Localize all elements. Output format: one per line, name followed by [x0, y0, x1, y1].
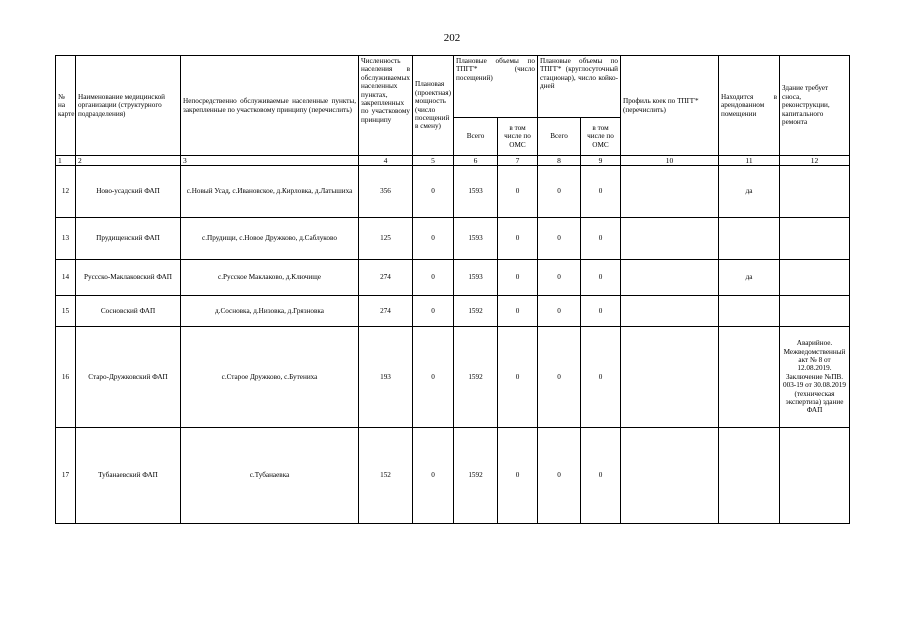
- column-number: 11: [719, 156, 780, 166]
- organization-name: Ново-усадский ФАП: [76, 166, 181, 218]
- column-number: 6: [454, 156, 498, 166]
- bed-profile: [621, 260, 719, 296]
- beds-oms: 0: [581, 296, 621, 327]
- table-row: [56, 428, 850, 524]
- rented: [719, 296, 780, 327]
- building-condition: Аварийное. Межведомственный акт № 8 от 12.08.2019. Заключение №ПВ. 003-19 от 30.08.2019 (техническая экспертиза) здание ФАП: [780, 327, 850, 428]
- building-condition: [780, 296, 850, 327]
- visits-oms: 0: [498, 218, 538, 260]
- header-visits-total: Всего: [454, 118, 498, 156]
- organization-name: Руссско-Маклаковский ФАП: [76, 260, 181, 296]
- column-number: 12: [780, 156, 850, 166]
- visits-total: 1593: [454, 218, 498, 260]
- header-settlements: Непосредственно обслуживаемые населенные пункты, закрепленные по участковому принципу (перечислить): [181, 56, 359, 156]
- beds-total: 0: [538, 327, 581, 428]
- beds-total: 0: [538, 260, 581, 296]
- table-row: [56, 218, 850, 260]
- rented: да: [719, 166, 780, 218]
- beds-oms: 0: [581, 327, 621, 428]
- table-row: [56, 296, 850, 327]
- rented: [719, 428, 780, 524]
- header-capacity: Плановая (проектная) мощность (число посещений в смену): [413, 56, 454, 156]
- header-beds-total: Всего: [538, 118, 581, 156]
- settlements: с.Старое Дружково, с.Бутениха: [181, 327, 359, 428]
- organization-name: Прудищенский ФАП: [76, 218, 181, 260]
- column-number: 4: [359, 156, 413, 166]
- visits-oms: 0: [498, 296, 538, 327]
- building-condition: [780, 218, 850, 260]
- header-rented: Находится в арендованном помещении: [719, 56, 780, 156]
- building-condition: [780, 166, 850, 218]
- visits-total: 1593: [454, 166, 498, 218]
- page-number: 202: [443, 32, 461, 44]
- beds-oms: 0: [581, 428, 621, 524]
- visits-oms: 0: [498, 166, 538, 218]
- population: 152: [359, 428, 413, 524]
- settlements: с.Прудищи, с.Новое Дружково, д.Саблуково: [181, 218, 359, 260]
- visits-oms: 0: [498, 428, 538, 524]
- population: 274: [359, 260, 413, 296]
- row-number: 14: [56, 260, 76, 296]
- column-number: 3: [181, 156, 359, 166]
- row-number: 16: [56, 327, 76, 428]
- beds-total: 0: [538, 218, 581, 260]
- organization-name: Тубанаевский ФАП: [76, 428, 181, 524]
- settlements: с.Тубанаевка: [181, 428, 359, 524]
- visits-total: 1593: [454, 260, 498, 296]
- visits-total: 1592: [454, 428, 498, 524]
- row-number: 15: [56, 296, 76, 327]
- header-building-condition: Здание требует сноса, реконструкции, капитального ремонта: [780, 56, 850, 156]
- beds-total: 0: [538, 428, 581, 524]
- beds-total: 0: [538, 166, 581, 218]
- bed-profile: [621, 218, 719, 260]
- column-number-row: [56, 156, 850, 166]
- organization-name: Старо-Дружковский ФАП: [76, 327, 181, 428]
- beds-oms: 0: [581, 166, 621, 218]
- population: 356: [359, 166, 413, 218]
- visits-total: 1592: [454, 296, 498, 327]
- beds-oms: 0: [581, 260, 621, 296]
- beds-total: 0: [538, 296, 581, 327]
- column-number: 1: [56, 156, 76, 166]
- row-number: 13: [56, 218, 76, 260]
- header-visits-oms: в том числе по ОМС: [498, 118, 538, 156]
- visits-oms: 0: [498, 327, 538, 428]
- organization-name: Сосновский ФАП: [76, 296, 181, 327]
- column-number: 9: [581, 156, 621, 166]
- beds-oms: 0: [581, 218, 621, 260]
- capacity: 0: [413, 166, 454, 218]
- header-map-number: № на карте: [56, 56, 76, 156]
- capacity: 0: [413, 218, 454, 260]
- header-planned-visits: Плановые объемы по ТПГГ* (число посещений): [454, 56, 538, 118]
- bed-profile: [621, 327, 719, 428]
- column-number: 7: [498, 156, 538, 166]
- table-row: [56, 260, 850, 296]
- building-condition: [780, 428, 850, 524]
- row-number: 12: [56, 166, 76, 218]
- bed-profile: [621, 166, 719, 218]
- population: 125: [359, 218, 413, 260]
- capacity: 0: [413, 428, 454, 524]
- building-condition: [780, 260, 850, 296]
- table-row: [56, 166, 850, 218]
- visits-total: 1592: [454, 327, 498, 428]
- settlements: с.Новый Усад, с.Ивановское, д.Кирловка, д.Латышиха: [181, 166, 359, 218]
- column-number: 8: [538, 156, 581, 166]
- header-organization-name: Наименование медицинской организации (структурного подразделения): [76, 56, 181, 156]
- column-number: 10: [621, 156, 719, 166]
- population: 274: [359, 296, 413, 327]
- capacity: 0: [413, 327, 454, 428]
- visits-oms: 0: [498, 260, 538, 296]
- header-bed-profile: Профиль коек по ТПГГ* (перечислить): [621, 56, 719, 156]
- header-population: Численность населения в обслуживаемых населенных пунктах, закрепленных по участковому принципу: [359, 56, 413, 156]
- capacity: 0: [413, 260, 454, 296]
- header-beds-oms: в том числе по ОМС: [581, 118, 621, 156]
- row-number: 17: [56, 428, 76, 524]
- bed-profile: [621, 428, 719, 524]
- capacity: 0: [413, 296, 454, 327]
- table-row: [56, 327, 850, 428]
- column-number: 5: [413, 156, 454, 166]
- rented: [719, 327, 780, 428]
- bed-profile: [621, 296, 719, 327]
- column-number: 2: [76, 156, 181, 166]
- settlements: с.Русское Маклаково, д.Ключище: [181, 260, 359, 296]
- header-planned-beds: Плановые объемы по ТПГГ* (круглосуточный стационар), число койко-дней: [538, 56, 621, 118]
- rented: да: [719, 260, 780, 296]
- settlements: д.Сосновка, д.Низовка, д.Грязновка: [181, 296, 359, 327]
- medical-facilities-table: [55, 55, 850, 524]
- population: 193: [359, 327, 413, 428]
- rented: [719, 218, 780, 260]
